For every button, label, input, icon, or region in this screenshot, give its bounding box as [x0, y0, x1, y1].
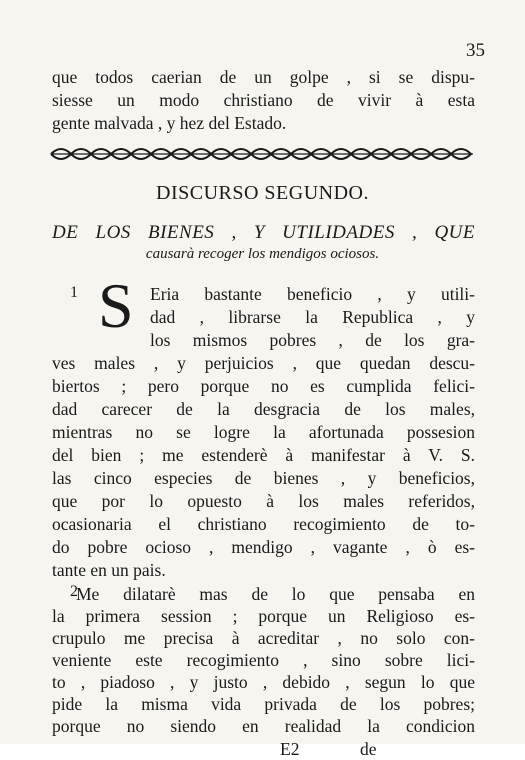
text-line: tante en un pais.: [52, 560, 166, 580]
section-subtitle-continued: causarà recoger los mendigos ociosos.: [145, 246, 380, 262]
section-subtitle: DE LOS BIENES , Y UTILIDADES , QUE: [52, 222, 475, 243]
text-line: ocasionaria el christiano recogimiento de to-: [52, 514, 475, 534]
signature-mark: E2: [280, 739, 300, 759]
text-line: las cinco especies de bienes , y beneficios,: [52, 468, 475, 488]
ornamental-divider: [47, 142, 477, 166]
text-line: dad carecer de la desgracia de los males,: [52, 399, 475, 419]
text-line: siesse un modo christiano de vivir à esta: [52, 90, 475, 110]
text-line: dad , librarse la Republica , y: [150, 307, 475, 327]
paragraph-number: 1: [70, 284, 78, 301]
drop-cap: S: [98, 270, 134, 341]
text-line: ves males , y perjuicios , que quedan descu-: [52, 353, 475, 373]
text-line: to , piadoso , y justo , debido , segun lo que: [52, 672, 475, 692]
text-line: del bien ; me estenderè à manifestar à V. S.: [52, 445, 475, 465]
text-line: veniente este recogimiento , sino sobre lici-: [52, 650, 475, 670]
catchword: de: [360, 739, 377, 759]
text-line: que por lo opuesto à los males referidos,: [52, 491, 475, 511]
text-line: los mismos pobres , de los gra-: [150, 330, 475, 350]
text-line: Me dilatarè mas de lo que pensaba en: [76, 584, 475, 604]
paragraph-number: 2: [70, 583, 78, 600]
text-line: biertos ; pero porque no es cumplida felici-: [52, 376, 475, 396]
text-line: gente malvada , y hez del Estado.: [52, 113, 287, 133]
text-line: que todos caerian de un golpe , si se dispu-: [52, 67, 475, 87]
section-heading: DISCURSO SEGUNDO.: [156, 182, 369, 204]
text-line: crupulo me precisa à acreditar , no solo con-: [52, 628, 475, 648]
text-line: pide la misma vida privada de los pobres;: [52, 694, 475, 714]
text-line: do pobre ocioso , mendigo , vagante , ò es-: [52, 537, 475, 557]
text-line: Eria bastante beneficio , y utili-: [150, 284, 475, 304]
text-line: porque no siendo en realidad la condicion: [52, 716, 475, 736]
text-line: la primera session ; porque un Religioso es-: [52, 606, 475, 626]
text-line: mientras no se logre la afortunada possesion: [52, 422, 475, 442]
page-number: 35: [466, 40, 485, 61]
